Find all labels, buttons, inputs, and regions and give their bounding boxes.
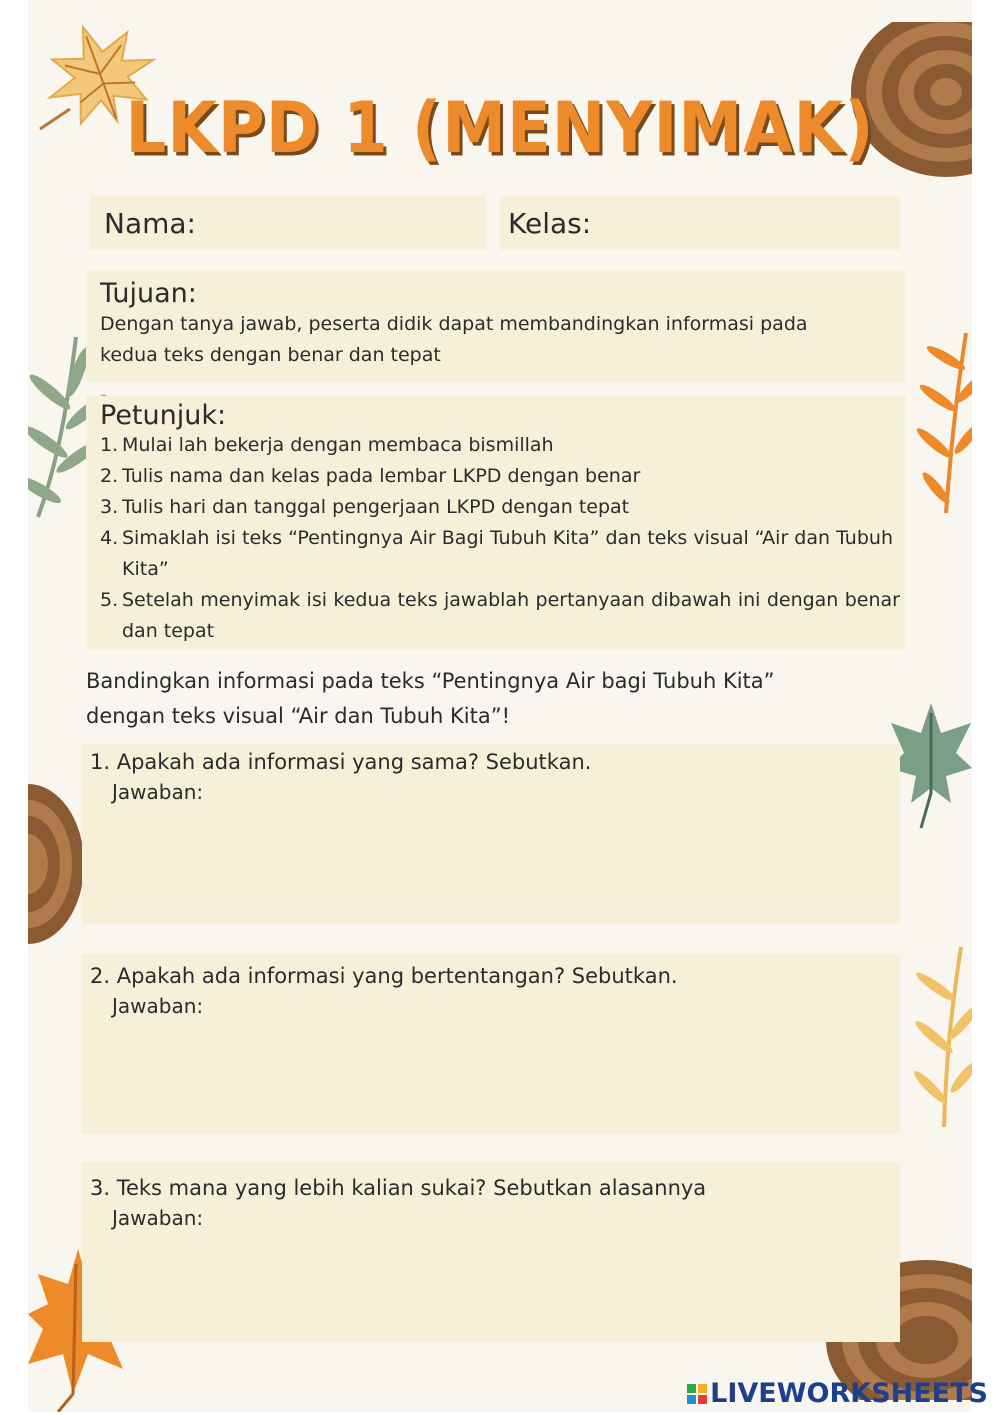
question-3-box[interactable] <box>82 1162 900 1342</box>
worksheet-page <box>28 0 972 1412</box>
instruction-line-2: dengan teks visual “Air dan Tubuh Kita”! <box>86 704 511 728</box>
answer-3-label: Jawaban: <box>112 1206 204 1230</box>
question-2-text: 2. Apakah ada informasi yang bertentangan? Sebutkan. <box>90 964 678 988</box>
list-item: 2. Tulis nama dan kelas pada lembar LKPD dengan benar <box>100 465 641 487</box>
tujuan-section <box>86 270 906 382</box>
answer-1-label: Jawaban: <box>112 780 204 804</box>
petunjuk-heading: Petunjuk: <box>100 400 227 431</box>
petunjuk-section <box>86 396 906 650</box>
tujuan-line-2: kedua teks dengan benar dan tepat <box>100 344 441 366</box>
wood-slice-left-icon <box>28 784 84 944</box>
answer-2-label: Jawaban: <box>112 994 204 1018</box>
list-item: 4. Simaklah isi teks “Pentingnya Air Bagi Tubuh Kita” dan teks visual “Air dan Tubuh Kita” <box>100 527 893 580</box>
list-item: 1. Mulai lah bekerja dengan membaca bismillah <box>100 434 554 456</box>
instruction-text <box>86 664 866 734</box>
liveworksheets-logo-icon <box>687 1384 707 1404</box>
question-1-box[interactable] <box>82 744 900 924</box>
liveworksheets-watermark[interactable] <box>687 1378 988 1409</box>
question-1-text: 1. Apakah ada informasi yang sama? Sebutkan. <box>90 750 592 774</box>
yellow-branch-right-icon <box>906 942 972 1132</box>
list-item: 3. Tulis hari dan tanggal pengerjaan LKPD dengan tepat <box>100 496 630 518</box>
name-label: Nama: <box>104 207 196 240</box>
instruction-line-1: Bandingkan informasi pada teks “Pentingnya Air bagi Tubuh Kita” <box>86 669 775 693</box>
question-2-box[interactable] <box>82 954 900 1134</box>
watermark-text: LIVEWORKSHEETS <box>710 1378 988 1409</box>
name-field[interactable] <box>90 196 486 250</box>
class-label: Kelas: <box>508 207 592 240</box>
class-field[interactable] <box>500 196 900 250</box>
question-3-text: 3. Teks mana yang lebih kalian sukai? Sebutkan alasannya <box>90 1176 707 1200</box>
orange-branch-right-icon <box>916 328 972 518</box>
tujuan-line-1: Dengan tanya jawab, peserta didik dapat membandingkan informasi pada <box>100 313 808 335</box>
petunjuk-list <box>100 430 900 647</box>
list-item: 5. Setelah menyimak isi kedua teks jawablah pertanyaan dibawah ini dengan benar dan tepat <box>100 589 900 642</box>
page-title: LKPD 1 (MENYIMAK) <box>125 88 875 170</box>
tujuan-heading: Tujuan: <box>100 278 197 309</box>
